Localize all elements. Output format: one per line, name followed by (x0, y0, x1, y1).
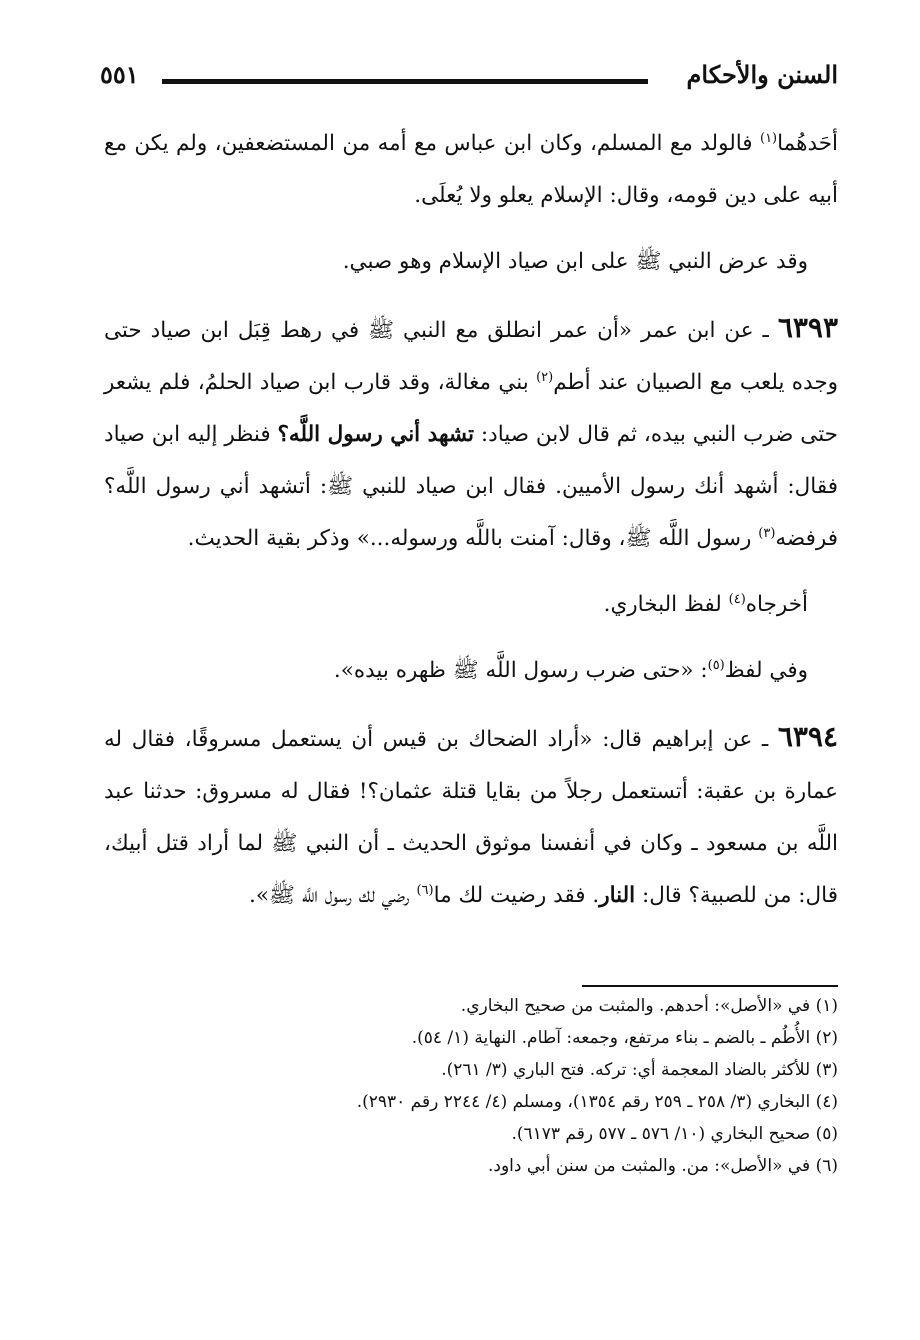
bold-phrase: النار (599, 883, 636, 908)
text-run: بني مغالة، وقد قارب ابن صياد الحلمُ، فلم يشعر حتى ضرب النبي بيده، ثم قال لابن صياد: (104, 370, 838, 447)
text-run: ـ عن ابن عمر «أن عمر انطلق مع النبي ﷺ في رهط قِبَل ابن صياد حتى وجده يلعب مع الصبيان عند أطم (104, 318, 838, 395)
footnotes (118, 990, 838, 1182)
hadith-number: ٦٣٩٤ (777, 720, 838, 753)
text-run: وفي لفظ (724, 658, 808, 683)
footnote-6: (٦) في «الأصل»: من. والمثبت من سنن أبي داود. (487, 1156, 838, 1176)
footnote-ref: (٣) (758, 525, 776, 541)
footnote-ref: (٤) (728, 591, 746, 607)
text-run: رضي لك رسول اللَّه ﷺ». (249, 883, 417, 908)
text-run: أحَدهُما (777, 131, 838, 156)
text-run: . فقد رضيت لك ما (433, 883, 600, 908)
text-run: ـ عن إبراهيم قال: «أراد الضحاك بن قيس أن يستعمل مسروقًا، فقال له عمارة بن عقبة: أتستعمل رجلاً من بقايا قتلة عثمان؟! فقال له مسروق: حدثنا عبد اللَّه بن مسعود ـ وكان في أنفسنا موثوق الحديث ـ أن النبي ﷺ لما أراد قتل أبيك، قال: من للصبية؟ قال: (104, 727, 838, 908)
footnote-1: (١) في «الأصل»: أحدهم. والمثبت من صحيح البخاري. (460, 996, 838, 1016)
text-run: رسول اللَّه ﷺ، وقال: آمنت باللَّه ورسوله...» وذكر بقية الحديث. (187, 526, 759, 551)
page-header (100, 60, 838, 100)
footnote-ref: (٦) (416, 882, 434, 898)
footnote-ref: (٢) (536, 369, 554, 385)
page-number: ٥٥١ (100, 60, 139, 89)
footnote-separator (582, 985, 838, 987)
footnote-3: (٣) للأكثر بالضاد المعجمة أي: تركه. فتح الباري (٣/ ٢٦١). (441, 1060, 838, 1080)
footnote-2: (٢) الأُطُم ـ بالضم ـ بناء مرتفع، وجمعه: آطام. النهاية (١/ ٥٤). (411, 1028, 838, 1048)
running-title: السنن والأحكام (686, 60, 838, 89)
bold-phrase: تشهد أني رسول اللَّه؟ (277, 422, 475, 447)
paragraph-lafz (104, 645, 838, 697)
text-run: : «حتى ضرب رسول اللَّه ﷺ ظهره بيده». (333, 658, 708, 683)
footnote-5: (٥) صحيح البخاري (١٠/ ٥٧٦ ـ ٥٧٧ رقم ٦١٧٣). (511, 1124, 838, 1144)
paragraph-ibn-sayyad: وقد عرض النبي ﷺ على ابن صياد الإسلام وهو صبي. (342, 249, 808, 274)
text-run: فالولد مع المسلم، وكان ابن عباس مع أمه من المستضعفين، ولم يكن مع أبيه على دين قومه، وقال: الإسلام يعلو ولا يُعلَى. (104, 131, 838, 208)
text-run: أخرجاه (745, 592, 808, 617)
main-text (104, 118, 838, 922)
paragraph-continuation (104, 118, 838, 222)
hadith-6393 (104, 302, 838, 565)
paragraph-akhrajah (104, 579, 838, 631)
header-rule (162, 79, 648, 84)
footnote-4: (٤) البخاري (٣/ ٢٥٨ ـ ٢٥٩ رقم ١٣٥٤)، ومسلم (٤/ ٢٢٤٤ رقم ٢٩٣٠). (356, 1092, 838, 1112)
hadith-6394 (104, 711, 838, 922)
footnote-ref: (٥) (707, 657, 725, 673)
hadith-number: ٦٣٩٣ (777, 311, 838, 344)
text-run: لفظ البخاري. (603, 592, 729, 617)
footnote-ref: (١) (759, 130, 778, 146)
text-run: فنظر إليه ابن صياد فقال: أشهد أنك رسول الأميين. فقال ابن صياد للنبي ﷺ: أتشهد أني رسول اللَّه؟ فرفضه (104, 422, 838, 551)
